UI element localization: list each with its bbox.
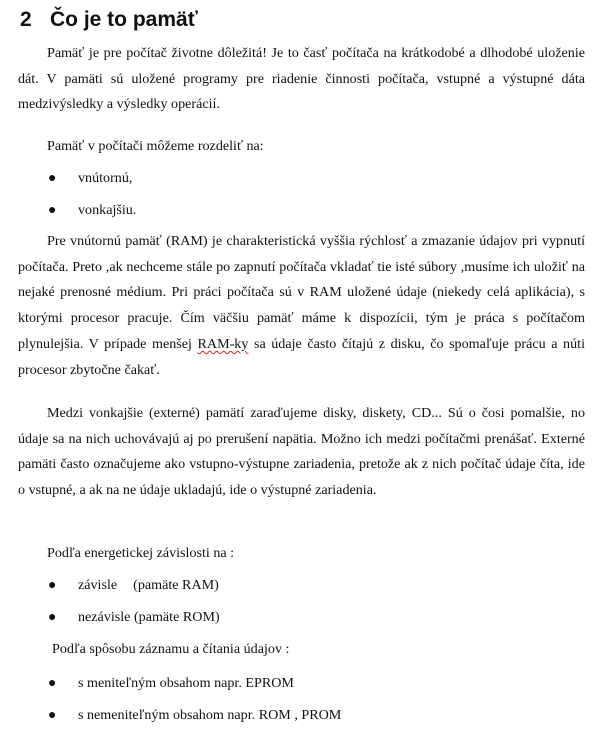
list-item-rewritable	[48, 673, 294, 694]
list-item-dependent	[48, 575, 219, 596]
bullet-icon: ●	[48, 610, 57, 625]
paragraph-energy-lead: Podľa energetickej závislosti na :	[47, 545, 235, 561]
bullet-icon: ●	[48, 171, 57, 186]
paragraph-division-lead: Pamäť v počítači môžeme rozdeliť na:	[47, 138, 264, 154]
bullet-icon: ●	[48, 676, 57, 691]
list-item-independent	[48, 607, 220, 628]
section-title: Čo je to pamäť	[50, 8, 198, 31]
list-item-label: s meniteľným obsahom napr. EPROM	[78, 675, 294, 691]
list-item-internal	[48, 168, 132, 189]
list-item-external	[48, 200, 136, 221]
list-item-note: (pamäte RAM)	[133, 577, 219, 593]
paragraph-text: Pre vnútornú pamäť (RAM) je charakteristická vyššia rýchlosť a zmazanie údajov pri vypnutí počítača. Preto ,ak nechceme stále po zapnutí počítača vkladať tie isté súbory ,musíme ich uložiť na nejaké prenosné médium. Pri práci počítača sú v RAM uložené údaje (niekedy celá aplikácia), s ktorými procesor pracuje. Čím väčšiu pamäť máme k dispozícii, tým je práca s počítačom plynulejšia. V prípade menšej	[18, 233, 585, 352]
spellcheck-marked-word: RAM-ky	[197, 335, 249, 352]
list-item-label: nezávisle (pamäte ROM)	[78, 609, 220, 625]
paragraph-intro: Pamäť je pre počítač životne dôležitá! Je to časť počítača na krátkodobé a dlhodobé uloženie dát. V pamäti sú uložené programy pre riadenie činnosti počítača, vstupné a výstupné dáta medzivýsledky a výsledky operácií.	[18, 45, 585, 113]
section-heading	[20, 6, 198, 34]
paragraph-external-memory: Medzi vonkajšie (externé) pamätí zaraďujeme disky, diskety, CD... Sú o čosi pomalšie, no údaje sa na nich uchovávajú aj po prerušení napätia. Možno ich medzi počítačmi prenášať. Externé pamäti často označujeme ako vstupno-výstupne zariadenia, pretože ak z nich počítač údaje číta, ide o vstupné, a ak na ne údaje ukladajú, ide o výstupné zariadenia.	[18, 405, 585, 499]
paragraph-internal-memory	[18, 229, 585, 383]
paragraph-text: sa údaje často čítajú z disku, čo spomaľuje prácu a núti procesor zbytočne čakať.	[18, 335, 585, 378]
bullet-icon: ●	[48, 578, 57, 593]
bullet-icon: ●	[48, 708, 57, 723]
bullet-icon: ●	[48, 203, 57, 218]
section-number: 2	[20, 8, 32, 31]
list-item-label: závisle	[78, 577, 118, 593]
list-item-nonrewritable	[48, 705, 341, 726]
list-item-label: vnútornú,	[78, 170, 133, 186]
list-item-label: s nemeniteľným obsahom napr. ROM , PROM	[78, 707, 342, 723]
paragraph-recording-lead: Podľa spôsobu záznamu a čítania údajov :	[52, 641, 290, 657]
list-item-label: vonkajšiu.	[78, 202, 137, 218]
